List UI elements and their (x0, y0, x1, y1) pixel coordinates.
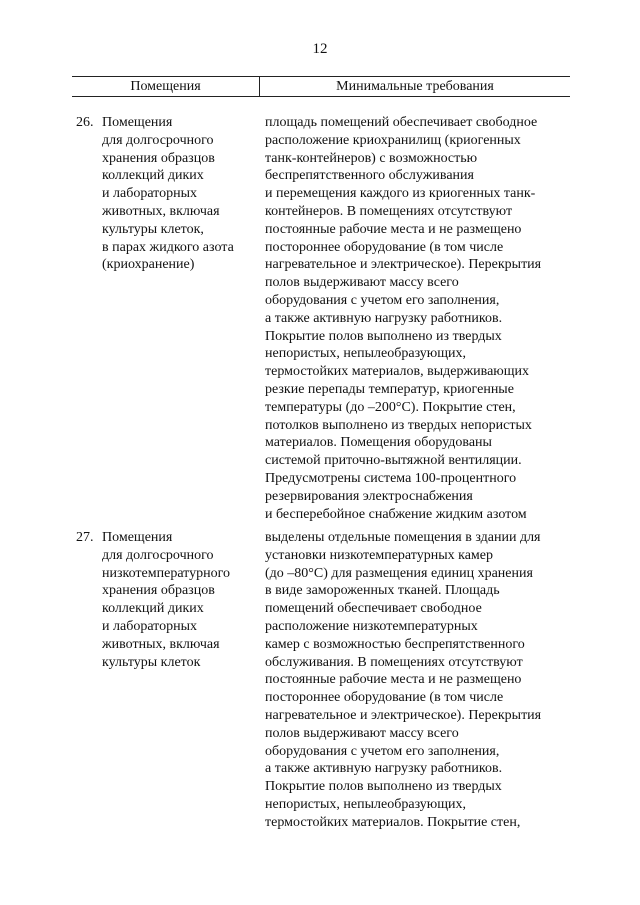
requirement-line: обслуживания. В помещениях отсутствуют (265, 654, 523, 670)
room-name-line: хранения образцов (102, 583, 215, 599)
requirement-line: материалов. Помещения оборудованы (265, 435, 492, 451)
room-name-line: и лабораторных (102, 618, 197, 634)
header-rooms: Помещения (72, 77, 260, 96)
requirement-line: термостойких материалов. Покрытие стен, (265, 814, 521, 830)
requirement-line: резервирования электроснабжения (265, 488, 473, 504)
requirement-line: помещений обеспечивает свободное (265, 601, 482, 617)
row-number: 27. (76, 530, 94, 545)
requirement-line: в виде замороженных тканей. Площадь (265, 583, 500, 599)
room-name-line: животных, включая (102, 203, 220, 219)
requirement-line: и бесперебойное снабжение жидким азотом (265, 506, 527, 522)
requirement-line: постоянные рабочие места и не размещено (265, 672, 522, 688)
requirement-line: оборудования с учетом его заполнения, (265, 292, 500, 308)
table-header (72, 76, 570, 97)
requirement-line: Предусмотрены система 100-процентного (265, 470, 517, 486)
requirement-line: полов выдерживают массу всего (265, 275, 459, 291)
room-name-line: животных, включая (102, 636, 220, 652)
requirement-line: постороннее оборудование (в том числе (265, 239, 504, 255)
requirement-line: контейнеров. В помещениях отсутствуют (265, 203, 513, 219)
header-requirements: Минимальные требования (336, 79, 494, 94)
requirement-line: нагревательное и электрическое). Перекрытия (265, 257, 542, 273)
requirement-line: установки низкотемпературных камер (265, 547, 493, 563)
room-name-line: для долгосрочного (102, 132, 214, 148)
page-number: 12 (312, 41, 328, 57)
requirement-line: постоянные рабочие места и не размещено (265, 221, 522, 237)
room-requirements (265, 114, 570, 523)
requirement-line: системой приточно-вытяжной вентиляции. (265, 453, 522, 469)
requirement-line: непористых, непылеобразующих, (265, 796, 467, 812)
requirement-line: выделены отдельные помещения в здании для (265, 530, 541, 545)
room-name-line: Помещения (102, 115, 173, 130)
requirement-line: беспрепятственного обслуживания (265, 168, 474, 184)
room-name (102, 529, 260, 671)
requirement-line: непористых, непылеобразующих, (265, 346, 467, 362)
requirement-line: Покрытие полов выполнено из твердых (265, 328, 502, 344)
requirement-line: Покрытие полов выполнено из твердых (265, 779, 502, 795)
room-name-line: (криохранение) (102, 257, 195, 273)
requirement-line: резкие перепады температур, криогенные (265, 381, 514, 397)
room-name-line: культуры клеток, (102, 221, 204, 237)
room-name-line: для долгосрочного (102, 547, 214, 563)
room-name-line: Помещения (102, 530, 173, 545)
requirement-line: расположение низкотемпературных (265, 618, 478, 634)
room-name-line: коллекций диких (102, 601, 204, 617)
requirement-line: нагревательное и электрическое). Перекрытия (265, 707, 542, 723)
requirement-line: и перемещения каждого из криогенных танк- (265, 186, 536, 202)
room-name (102, 114, 260, 274)
requirement-line: (до –80°С) для размещения единиц хранения (265, 565, 533, 581)
requirement-line: полов выдерживают массу всего (265, 725, 459, 741)
requirement-line: а также активную нагрузку работников. (265, 310, 503, 326)
room-requirements (265, 529, 570, 832)
room-name-line: культуры клеток (102, 654, 201, 670)
requirement-line: термостойких материалов, выдерживающих (265, 364, 530, 380)
requirement-line: расположение криохранилищ (криогенных (265, 132, 521, 148)
room-name-line: в парах жидкого азота (102, 239, 234, 255)
room-name-line: низкотемпературного (102, 565, 230, 581)
requirement-line: танк-контейнеров) с возможностью (265, 150, 478, 166)
row-number: 26. (76, 115, 94, 130)
requirement-line: потолков выполнено из твердых непористых (265, 417, 532, 433)
requirement-line: площадь помещений обеспечивает свободное (265, 115, 538, 130)
room-name-line: коллекций диких (102, 168, 204, 184)
room-name-line: хранения образцов (102, 150, 215, 166)
room-name-line: и лабораторных (102, 186, 197, 202)
requirement-line: а также активную нагрузку работников. (265, 761, 503, 777)
requirement-line: оборудования с учетом его заполнения, (265, 743, 500, 759)
requirement-line: температуры (до –200°С). Покрытие стен, (265, 399, 516, 415)
requirement-line: камер с возможностью беспрепятственного (265, 636, 525, 652)
requirement-line: постороннее оборудование (в том числе (265, 690, 504, 706)
